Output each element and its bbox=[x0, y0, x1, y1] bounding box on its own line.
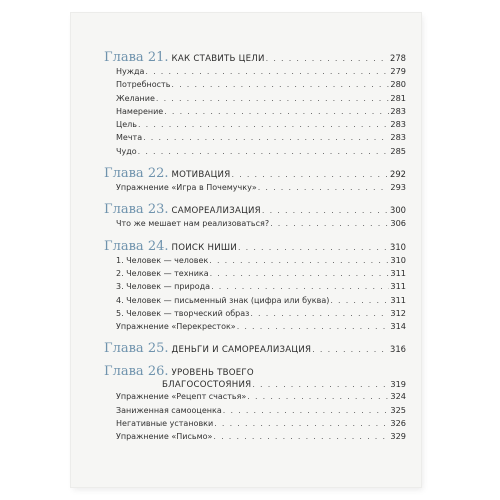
dot-leader bbox=[238, 241, 389, 255]
page-number: 319 bbox=[390, 379, 406, 390]
chapter-heading bbox=[104, 365, 406, 379]
entry-title: 1. Человек — человек bbox=[116, 255, 209, 265]
entry-title: Чудо bbox=[116, 146, 137, 156]
entry-title: Заниженная самооценка bbox=[116, 405, 222, 415]
dot-leader bbox=[223, 404, 390, 417]
chapter-26 bbox=[104, 365, 406, 443]
chapter-number: Глава 24. bbox=[104, 238, 169, 254]
chapter-number: Глава 26. bbox=[104, 364, 169, 380]
dot-leader bbox=[214, 417, 389, 430]
page-number: 329 bbox=[390, 431, 406, 442]
chapter-25 bbox=[104, 342, 406, 356]
toc-entry bbox=[104, 430, 406, 443]
dot-leader bbox=[210, 267, 390, 280]
dot-leader bbox=[262, 204, 389, 218]
chapter-22 bbox=[104, 167, 406, 194]
chapter-number: Глава 23. bbox=[104, 202, 169, 218]
entry-title: Желание bbox=[116, 93, 155, 103]
toc-entry bbox=[104, 307, 406, 320]
toc-entry bbox=[104, 131, 406, 144]
toc-entry bbox=[104, 118, 406, 131]
page-number: 293 bbox=[390, 182, 406, 193]
entry-title: Упражнение «Рецепт счастья» bbox=[116, 392, 247, 402]
book-page bbox=[71, 13, 421, 487]
toc-entry bbox=[104, 254, 406, 267]
dot-leader bbox=[252, 379, 389, 390]
chapter-heading bbox=[104, 203, 406, 217]
page-number: 314 bbox=[390, 321, 406, 332]
dot-leader bbox=[211, 280, 389, 293]
dot-leader bbox=[266, 52, 389, 66]
chapter-title: ДЕНЬГИ И САМОРЕАЛИЗАЦИЯ bbox=[171, 345, 312, 356]
page-number: 306 bbox=[390, 218, 406, 229]
entry-title: Что же мешает нам реализоваться? bbox=[116, 219, 270, 229]
toc-entry bbox=[104, 320, 406, 333]
page-number: 312 bbox=[390, 307, 406, 318]
dot-leader bbox=[250, 307, 389, 320]
toc-entry bbox=[104, 65, 406, 78]
dot-leader bbox=[143, 131, 389, 144]
chapter-heading bbox=[104, 342, 406, 356]
chapter-number: Глава 21. bbox=[104, 50, 169, 65]
toc-entry bbox=[104, 217, 406, 230]
entry-title: Мечта bbox=[116, 133, 143, 143]
chapter-title-continued bbox=[104, 379, 406, 390]
page-number: 325 bbox=[390, 404, 406, 415]
toc-entry bbox=[104, 404, 406, 417]
toc-entry bbox=[104, 267, 406, 280]
entry-title: Упражнение «Игра в Почемучку» bbox=[116, 183, 257, 193]
page-number: 326 bbox=[390, 418, 406, 429]
page-number: 311 bbox=[390, 267, 406, 278]
toc-entry bbox=[104, 145, 406, 158]
entry-title: Потребность bbox=[116, 80, 171, 90]
dot-leader bbox=[237, 320, 390, 333]
chapter-heading bbox=[104, 167, 406, 181]
chapter-title: ПОИСК НИШИ bbox=[171, 242, 237, 253]
page-number: 292 bbox=[390, 169, 406, 180]
entry-title: 2. Человек — техника bbox=[116, 268, 209, 278]
dot-leader bbox=[145, 65, 389, 78]
page-number: 278 bbox=[390, 53, 406, 63]
toc-entry bbox=[104, 294, 406, 307]
entry-title: Намерение bbox=[116, 106, 164, 116]
chapter-number: Глава 22. bbox=[104, 166, 169, 182]
page-number: 280 bbox=[390, 79, 406, 90]
dot-leader bbox=[138, 118, 389, 131]
chapter-title: САМОРЕАЛИЗАЦИЯ bbox=[171, 206, 261, 217]
page-number: 283 bbox=[390, 119, 406, 130]
entry-title: 5. Человек — творческий образ bbox=[116, 308, 250, 318]
chapter-21 bbox=[104, 51, 406, 158]
dot-leader bbox=[209, 254, 389, 267]
toc-entry bbox=[104, 417, 406, 430]
chapter-title-line2: БЛАГОСОСТОЯНИЯ bbox=[162, 380, 252, 391]
entry-title: Цель bbox=[116, 120, 137, 130]
entry-title: Упражнение «Перекресток» bbox=[116, 322, 236, 332]
toc-entry bbox=[104, 280, 406, 293]
dot-leader bbox=[312, 343, 389, 357]
chapter-heading bbox=[104, 240, 406, 254]
page-number: 283 bbox=[390, 105, 406, 116]
entry-title: 4. Человек — письменный знак (цифра или буква) bbox=[116, 295, 330, 305]
toc-entry bbox=[104, 181, 406, 194]
chapter-title: МОТИВАЦИЯ bbox=[171, 170, 231, 181]
entry-title: Упражнение «Письмо» bbox=[116, 432, 213, 442]
toc-entry bbox=[104, 78, 406, 91]
entry-title: Нужда bbox=[116, 67, 145, 76]
entry-title: 3. Человек — природа bbox=[116, 282, 211, 292]
chapter-24 bbox=[104, 240, 406, 334]
dot-leader bbox=[330, 294, 389, 307]
chapter-23 bbox=[104, 203, 406, 230]
dot-leader bbox=[156, 92, 389, 105]
page-number: 300 bbox=[390, 205, 406, 216]
table-of-contents bbox=[104, 51, 406, 453]
chapter-title: УРОВЕНЬ ТВОЕГО bbox=[171, 368, 254, 379]
toc-entry bbox=[104, 105, 406, 118]
chapter-heading bbox=[104, 51, 406, 65]
page-number: 324 bbox=[390, 391, 406, 402]
page-number: 283 bbox=[390, 132, 406, 143]
chapter-number: Глава 25. bbox=[104, 341, 169, 357]
chapter-title: КАК СТАВИТЬ ЦЕЛИ bbox=[171, 54, 265, 64]
page-number: 281 bbox=[390, 92, 406, 103]
page-number: 285 bbox=[390, 145, 406, 156]
page-number: 316 bbox=[390, 344, 406, 355]
dot-leader bbox=[270, 217, 389, 230]
page-number: 279 bbox=[390, 66, 406, 76]
toc-entry bbox=[104, 390, 406, 403]
dot-leader bbox=[164, 105, 389, 118]
dot-leader bbox=[247, 390, 389, 403]
dot-leader bbox=[213, 430, 389, 443]
toc-entry bbox=[104, 92, 406, 105]
dot-leader bbox=[258, 181, 390, 194]
dot-leader bbox=[231, 168, 389, 182]
dot-leader bbox=[138, 145, 390, 158]
page-number: 310 bbox=[390, 254, 406, 265]
dot-leader bbox=[171, 78, 389, 91]
page-number: 311 bbox=[390, 281, 406, 292]
entry-title: Негативные установки bbox=[116, 419, 214, 429]
page-number: 310 bbox=[390, 241, 406, 252]
page-number: 311 bbox=[390, 294, 406, 305]
